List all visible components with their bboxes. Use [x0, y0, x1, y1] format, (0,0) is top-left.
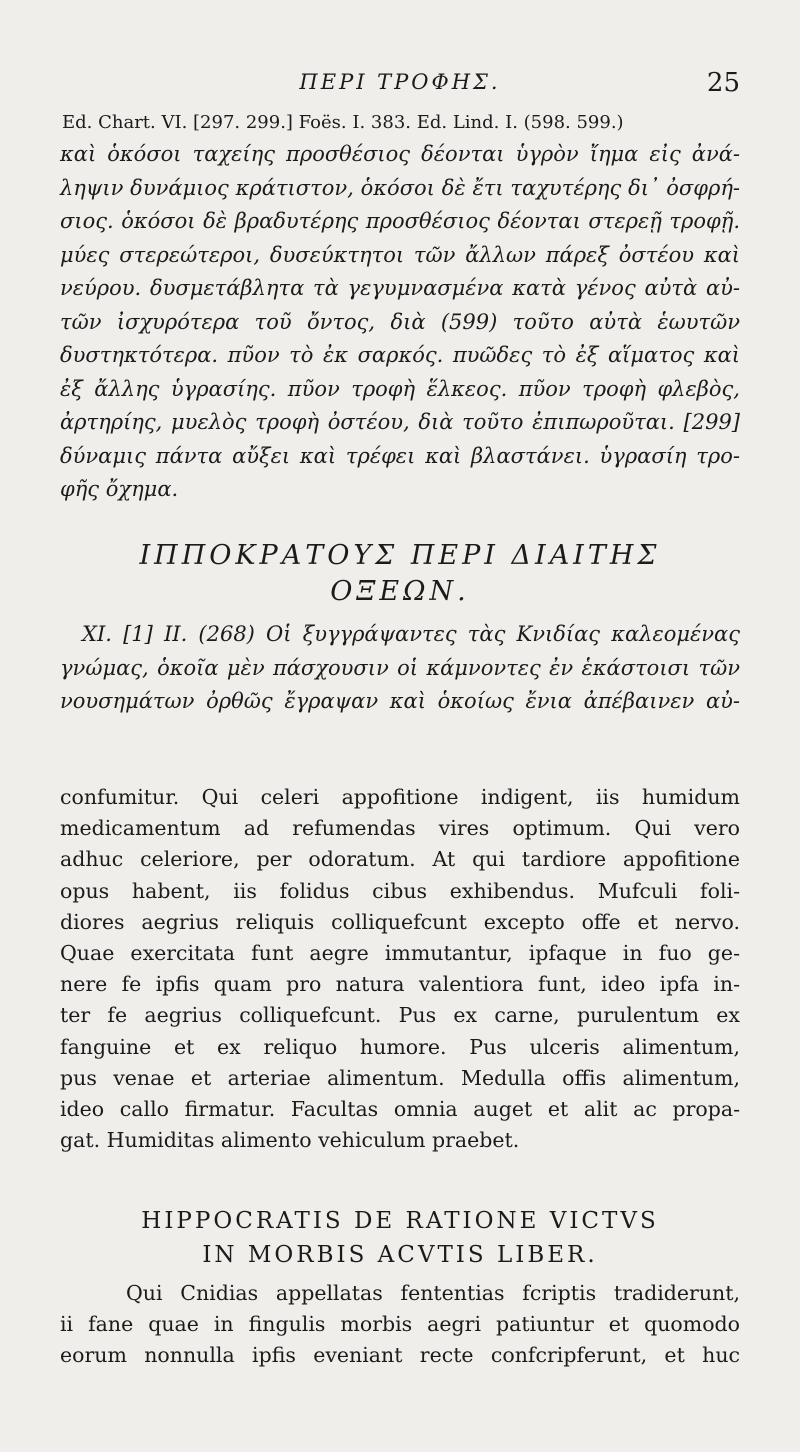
latin-line: medicamentum ad refumendas vires optimum. Qui vero [60, 816, 740, 841]
latin-line: gat. Humiditas alimento vehiculum praebet. [60, 1128, 520, 1153]
page-header [60, 70, 740, 110]
page-number: 25 [706, 68, 740, 98]
greek-heading-line2: ΟΞΕΩΝ. [330, 576, 470, 607]
greek-text-block-2 [60, 618, 740, 719]
greek-line: τῶν ἰσχυρότερα τοῦ ὄντος, διὰ (599) τοῦτο αὐτὰ ἑωυτῶν [60, 309, 740, 334]
running-title: ΠΕΡΙ ΤΡΟΦΗΣ. [299, 70, 501, 94]
greek-line: μύες στερεώτεροι, δυσεύκτητοι τῶν ἄλλων πάρεξ ὀστέου καὶ [60, 242, 740, 267]
greek-line: γνώμας, ὁκοῖα μὲν πάσχουσιν οἱ κάμνοντες ἐν ἑκάστοισι τῶν [60, 655, 740, 680]
latin-line: Qui Cnidias appellatas fententias fcriptis tradiderunt, [126, 1281, 740, 1305]
greek-line: καὶ ὁκόσοι ταχείης προσθέσιος δέονται ὑγρὸν ἴημα εἰς ἀνά- [60, 142, 740, 166]
greek-line: δύναμις πάντα αὔξει καὶ τρέφει καὶ βλαστάνει. ὑγρασίη τρο- [60, 443, 740, 468]
latin-text-block-2 [60, 1278, 740, 1372]
latin-line: ii fane quae in fingulis morbis aegri patiuntur et quomodo [60, 1312, 740, 1337]
greek-line: XI. [1] II. (268) Οἱ ξυγγράψαντες τὰς Κνιδίας καλεομένας [82, 622, 740, 646]
latin-line: ideo callo firmatur. Facultas omnia auget et alit ac propa- [60, 1097, 740, 1122]
latin-line: ter fe aegrius colliquefcunt. Pus ex carne, purulentum ex [60, 1003, 740, 1028]
edition-references: Ed. Chart. VI. [297. 299.] Foës. I. 383. Ed. Lind. I. (598. 599.) [62, 112, 624, 133]
latin-line: fanguine et ex reliquo humore. Pus ulceris alimentum, [60, 1034, 740, 1059]
latin-line: nere fe ipfis quam pro natura valentiora funt, ideo ipfa in- [60, 972, 740, 997]
greek-line: σιος. ὁκόσοι δὲ βραδυτέρης προσθέσιος δέονται στερεῇ τροφῇ. [60, 209, 740, 233]
latin-text-block [60, 782, 740, 1156]
latin-heading-line1: HIPPOCRATIS DE RATIONE VICTVS [141, 1208, 659, 1234]
greek-text-block [60, 138, 740, 507]
latin-line: opus habent, iis folidus cibus exhibendus. Mufculi foli- [60, 878, 740, 903]
greek-line: ἀρτηρίης, μυελὸς τροφὴ ὀστέου, διὰ τοῦτο ἐπιπωροῦται. [299] [60, 410, 740, 434]
greek-line: φῆς ὄχημα. [60, 477, 179, 501]
greek-line: ἐξ ἄλλης ὑγρασίης. πῦον τροφὴ ἕλκεος. πῦον τροφὴ φλεβὸς, [60, 376, 740, 401]
latin-line: Quae exercitata funt aegre immutantur, ipfaque in fuo ge- [60, 941, 740, 966]
latin-line: pus venae et arteriae alimentum. Medulla offis alimentum, [60, 1065, 740, 1090]
latin-heading-line2: IN MORBIS ACVTIS LIBER. [202, 1242, 598, 1268]
greek-line: νεύρου. δυσμετάβλητα τὰ γεγυμνασμένα κατὰ γένος αὐτὰ αὐ- [60, 276, 740, 300]
latin-line: confumitur. Qui celeri appofitione indigent, iis humidum [60, 785, 740, 809]
greek-line: δυστηκτότερα. πῦον τὸ ἐκ σαρκός. πυῶδες τὸ ἐξ αἵματος καὶ [60, 343, 740, 367]
latin-line: eorum nonnulla ipfis eveniant recte confcripferunt, et huc [60, 1343, 740, 1368]
greek-line: νουσημάτων ὀρθῶς ἔγραψαν καὶ ὁκοίως ἔνια ἀπέβαινεν αὐ- [60, 689, 740, 713]
greek-line: ληψιν δυνάμιος κράτιστον, ὁκόσοι δὲ ἔτι ταχυτέρης δι᾽ ὀσφρή- [60, 175, 740, 200]
latin-line: adhuc celeriore, per odoratum. At qui tardiore appofitione [60, 847, 740, 872]
greek-heading-line1: ΙΠΠΟΚΡΑΤΟΥΣ ΠΕΡΙ ΔΙΑΙΤΗΣ [139, 540, 661, 571]
latin-line: diores aegrius reliquis colliquefcunt excepto offe et nervo. [60, 909, 740, 934]
